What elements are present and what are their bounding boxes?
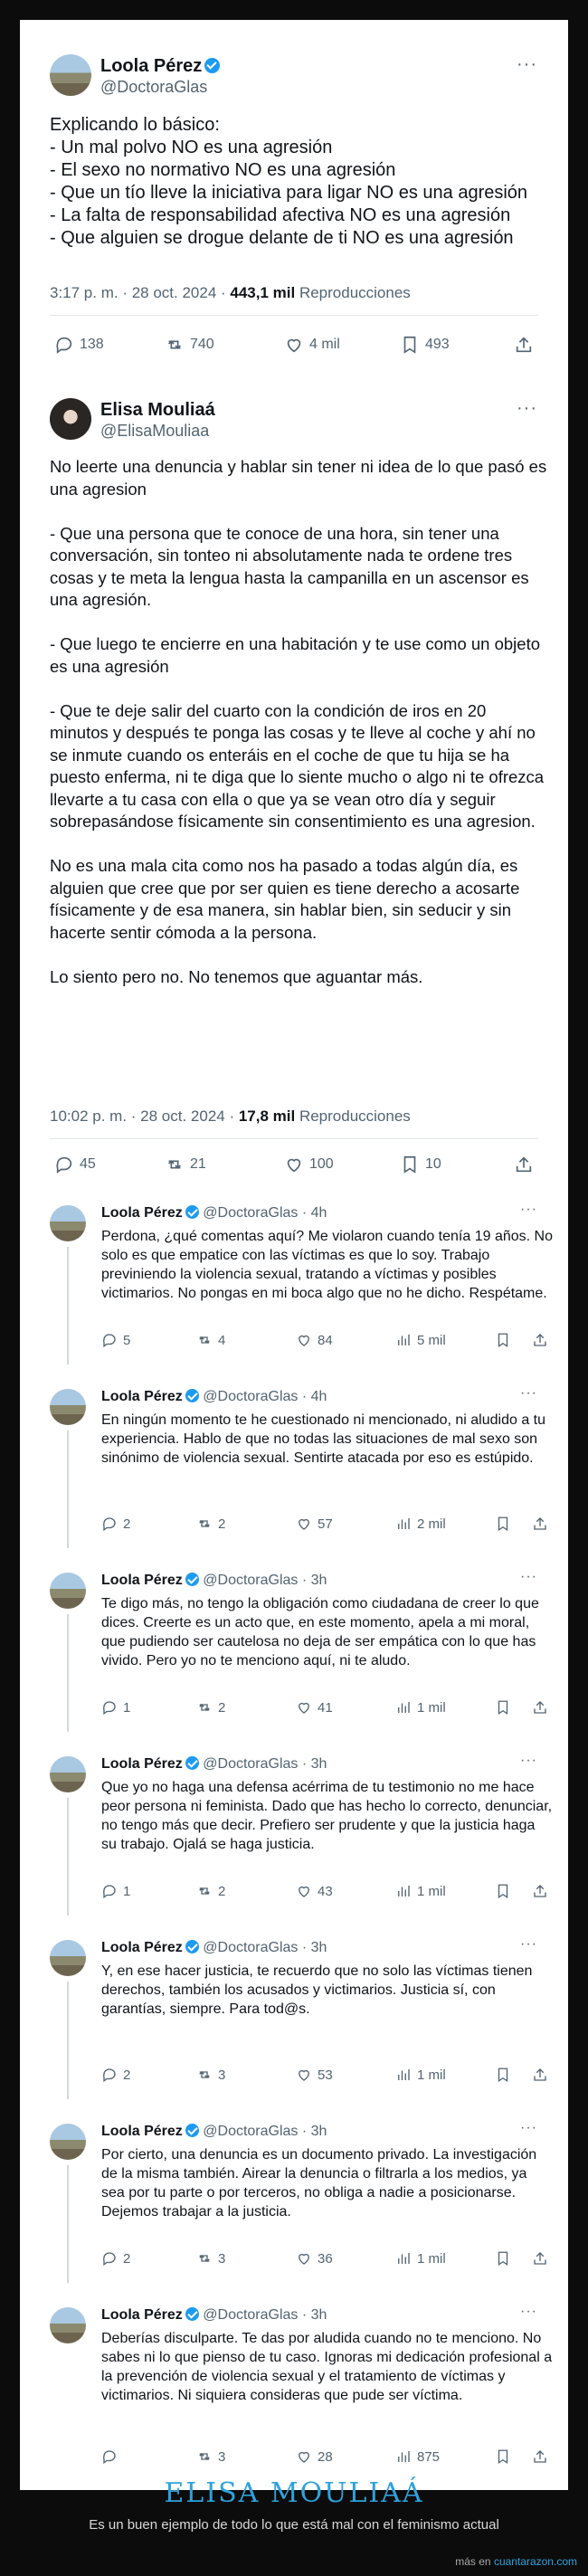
tweet-timestamp bbox=[50, 284, 411, 302]
reply-icon bbox=[101, 1516, 118, 1532]
verified-badge-icon bbox=[185, 1573, 199, 1586]
reply-header bbox=[101, 1573, 327, 1589]
heart-icon bbox=[296, 2250, 312, 2267]
analytics-icon bbox=[395, 1332, 412, 1348]
share-icon bbox=[532, 2448, 548, 2465]
retweet-button[interactable] bbox=[165, 335, 214, 355]
author-name[interactable]: Loola Pérez bbox=[101, 1756, 183, 1772]
like-button[interactable] bbox=[296, 1332, 333, 1348]
bookmark-button[interactable] bbox=[495, 1516, 511, 1532]
bookmark-icon bbox=[495, 2067, 511, 2083]
tweet-card-elisa bbox=[20, 373, 568, 1187]
tweet-time[interactable]: 10:02 p. m. · 28 oct. 2024 · bbox=[50, 1107, 239, 1125]
retweet-icon bbox=[196, 2448, 213, 2465]
verified-badge-icon bbox=[185, 1756, 199, 1770]
reply-header bbox=[101, 2124, 327, 2140]
share-icon bbox=[514, 1155, 534, 1174]
more-options-icon[interactable]: ··· bbox=[520, 1385, 537, 1401]
analytics-icon bbox=[395, 1699, 412, 1716]
heart-icon bbox=[284, 335, 304, 355]
tweet-text: No leerte una denuncia y hablar sin tener ni idea de lo que pasó es una agresion - Que una persona que te conoce de una hora, sin tener una conversación, sin tonteo ni absolutamente nada te ordene tres cosas y te meta la lengua hasta la campanilla en un ascensor es una agresión. - Que luego te encierre en una habitación y te use como un objeto es una agresión - Que te deje salir del cuarto con la condición de iros en 20 minutos y después te ponga las cosas y te lleve al coche y ahí no se inmute cuando os enteráis en el coche de que tu hija se ha puesto enferma, ni te diga que lo siente mucho o algo ni te ofrezca llevarte a tu casa con ella o que ya se vean otro día y seguir sobrepasándose físicamente sin consentimiento es una agresion. No es una mala cita como nos ha pasado a todas algún día, es alguien que cree que por ser quien es tiene derecho a acosarte físicamente y de esa manera, sin hablar bien, sin seducir y sin hacerte sentir cómoda a la persona. Lo siento pero no. No tenemos que aguantar más. bbox=[50, 457, 547, 986]
more-options-icon[interactable]: ··· bbox=[520, 1753, 537, 1768]
retweet-icon bbox=[196, 1516, 213, 1532]
heart-icon bbox=[296, 1699, 312, 1716]
share-icon bbox=[532, 2067, 548, 2083]
analytics-icon bbox=[395, 1883, 412, 1899]
view-count: 1 mil bbox=[417, 1699, 446, 1716]
reply-header bbox=[101, 1756, 327, 1773]
bookmark-button[interactable] bbox=[495, 1883, 511, 1899]
retweet-button[interactable] bbox=[165, 1155, 206, 1174]
share-button[interactable] bbox=[514, 1155, 534, 1174]
view-count: 17,8 mil bbox=[238, 1107, 296, 1125]
author-line bbox=[100, 400, 215, 421]
avatar[interactable] bbox=[50, 1940, 86, 1976]
reply-count: 2 bbox=[123, 1516, 131, 1532]
retweet-button[interactable] bbox=[196, 1332, 225, 1348]
bookmark-icon bbox=[400, 335, 420, 355]
bookmark-icon bbox=[495, 1883, 511, 1899]
reply-header bbox=[101, 1940, 327, 1956]
heart-icon bbox=[296, 1332, 312, 1348]
reply-actions bbox=[101, 2250, 554, 2272]
more-options-icon[interactable]: ··· bbox=[520, 2304, 537, 2319]
reply-text: Deberías disculparte. Te das por aludida cuando no te menciono. No sabes ni lo que pienso de tu caso. Ignoras mi dedicación profesional a la prevención de violencia sexual y el tratamiento de víctimas y victimarios. Ni siquiera consideras que pude ser víctima. bbox=[101, 2331, 553, 2403]
like-button[interactable] bbox=[284, 1155, 334, 1174]
author-handle-time[interactable]: @DoctoraGlas · 3h bbox=[203, 1573, 327, 1588]
like-button[interactable] bbox=[296, 2448, 333, 2465]
bookmark-button[interactable] bbox=[495, 1699, 511, 1716]
reply-icon bbox=[54, 335, 74, 355]
reply-button[interactable] bbox=[101, 2448, 123, 2465]
share-button[interactable] bbox=[532, 2250, 548, 2267]
like-count: 57 bbox=[318, 1516, 333, 1532]
share-button[interactable] bbox=[532, 2067, 548, 2083]
avatar[interactable] bbox=[50, 1389, 86, 1425]
author-handle-time[interactable]: @DoctoraGlas · 4h bbox=[203, 1205, 327, 1221]
reply-button[interactable] bbox=[54, 335, 104, 355]
retweet-count: 2 bbox=[218, 1699, 226, 1716]
reply-button[interactable] bbox=[101, 1699, 130, 1716]
verified-badge-icon bbox=[185, 1940, 199, 1953]
bookmark-count: 10 bbox=[425, 1156, 441, 1172]
heart-icon bbox=[296, 1516, 312, 1532]
author-name[interactable]: Loola Pérez bbox=[101, 1940, 183, 1955]
author-name[interactable]: Loola Pérez bbox=[101, 1389, 183, 1404]
reply-card[interactable] bbox=[20, 1554, 568, 1738]
author-handle[interactable]: @DoctoraGlas bbox=[100, 78, 208, 96]
like-count: 28 bbox=[318, 2448, 333, 2465]
author-name[interactable]: Loola Pérez bbox=[101, 2124, 183, 2139]
link-prefix: más en bbox=[455, 2555, 494, 2568]
thread-line bbox=[67, 1982, 69, 2099]
views-button[interactable] bbox=[395, 1332, 446, 1348]
more-options-icon[interactable]: ··· bbox=[517, 54, 537, 74]
reply-card[interactable] bbox=[20, 1371, 568, 1554]
reply-count: 2 bbox=[123, 2250, 131, 2267]
share-button[interactable] bbox=[532, 1516, 548, 1532]
reply-text: Perdona, ¿qué comentas aquí? Me violaron cuando tenía 19 años. No solo es que empatice con las víctimas es que lo soy. Trabajo previniendo la violencia sexual, tratando a víctimas y posibles victimarios. No pongas en mi boca algo que no he dicho. Respétame. bbox=[101, 1229, 553, 1301]
reply-text: En ningún momento te he cuestionado ni mencionado, ni aludido a tu experiencia. Hablo de que no todas las situaciones de mal sexo son sinónimo de violencia sexual. Sentirte atacada por eso es estúpido. bbox=[101, 1412, 546, 1466]
author-handle-time[interactable]: @DoctoraGlas · 3h bbox=[203, 1756, 327, 1772]
heart-icon bbox=[284, 1155, 304, 1174]
link-site[interactable]: cuantarazon.com bbox=[493, 2555, 577, 2568]
analytics-icon bbox=[395, 2250, 412, 2267]
retweet-icon bbox=[165, 335, 185, 355]
like-button[interactable] bbox=[296, 1516, 333, 1532]
thread-line bbox=[67, 1247, 69, 1364]
reply-text: Que yo no haga una defensa acérrima de tu testimonio no me hace peor persona ni feminista. Dado que has hecho lo correcto, denunciar, no tengo más que decir. Prefiero ser prudente y que la justicia haga su trabajo. Ojalá se haga justicia. bbox=[101, 1780, 553, 1852]
reply-count: 1 bbox=[123, 1883, 131, 1899]
bookmark-icon bbox=[495, 1332, 511, 1348]
views-button[interactable] bbox=[395, 2448, 440, 2465]
verified-badge-icon bbox=[185, 2124, 199, 2137]
retweet-count: 21 bbox=[190, 1156, 206, 1172]
like-button[interactable] bbox=[296, 2250, 333, 2267]
verified-badge-icon bbox=[204, 58, 220, 73]
bookmark-button[interactable] bbox=[400, 1155, 441, 1174]
author-name[interactable]: Elisa Mouliaá bbox=[100, 400, 215, 420]
heart-icon bbox=[296, 1883, 312, 1899]
like-button[interactable] bbox=[296, 1699, 333, 1716]
retweet-button[interactable] bbox=[196, 2067, 225, 2083]
analytics-icon bbox=[395, 2448, 412, 2465]
author-name[interactable]: Loola Pérez bbox=[101, 2307, 183, 2323]
views-label: Reproducciones bbox=[295, 1107, 411, 1125]
reply-actions bbox=[101, 2448, 554, 2470]
retweet-button[interactable] bbox=[196, 2448, 225, 2465]
reply-count: 5 bbox=[123, 1332, 131, 1348]
reply-text: Por cierto, una denuncia es un documento privado. La investigación de la misma también. Airear la denuncia o filtrarla a los medios, ya sea por tu parte o por terceros, no obliga a nadie a posicionarse. Dejemos trabajar a la justicia. bbox=[101, 2147, 537, 2220]
retweet-icon bbox=[196, 1883, 213, 1899]
view-count: 1 mil bbox=[417, 2067, 446, 2083]
views-label: Reproducciones bbox=[295, 284, 411, 301]
reply-card[interactable] bbox=[20, 1738, 568, 1922]
retweet-icon bbox=[165, 1155, 185, 1174]
verified-badge-icon bbox=[185, 2307, 199, 2321]
caption-title: ELISA MOULIAÁ bbox=[164, 2477, 424, 2509]
retweet-button[interactable] bbox=[196, 2250, 225, 2267]
retweet-count: 3 bbox=[218, 2067, 226, 2083]
view-count: 1 mil bbox=[417, 1883, 446, 1899]
retweet-count: 2 bbox=[218, 1516, 226, 1532]
view-count: 443,1 mil bbox=[230, 284, 296, 301]
reply-actions bbox=[101, 1883, 554, 1905]
thread-line bbox=[67, 2165, 69, 2283]
bookmark-icon bbox=[495, 2250, 511, 2267]
caption-subtitle: Es un buen ejemplo de todo lo que está mal con el feminismo actual bbox=[89, 2517, 499, 2533]
author-handle-time[interactable]: @DoctoraGlas · 3h bbox=[203, 2124, 327, 2139]
reply-card[interactable] bbox=[20, 2289, 568, 2490]
bookmark-button[interactable] bbox=[495, 2250, 511, 2267]
retweet-button[interactable] bbox=[196, 1516, 225, 1532]
reply-count: 2 bbox=[123, 2067, 131, 2083]
reply-text: Y, en ese hacer justicia, te recuerdo que no solo las víctimas tienen derechos, también los acusados y victimarios. Justicia sí, con garantías, siempre. Para tod@s. bbox=[101, 1963, 533, 2017]
reply-actions bbox=[101, 1332, 554, 1354]
reply-actions bbox=[101, 1699, 554, 1721]
author-line bbox=[100, 56, 220, 77]
reply-count: 1 bbox=[123, 1699, 131, 1716]
reply-card[interactable] bbox=[20, 1187, 568, 1371]
divider bbox=[50, 315, 538, 316]
avatar[interactable] bbox=[50, 54, 91, 96]
retweet-button[interactable] bbox=[196, 1699, 225, 1716]
reply-button[interactable] bbox=[101, 1332, 130, 1348]
view-count: 1 mil bbox=[417, 2250, 446, 2267]
share-icon bbox=[532, 2250, 548, 2267]
more-options-icon[interactable]: ··· bbox=[520, 1202, 537, 1217]
reply-actions bbox=[101, 1516, 554, 1537]
reply-icon bbox=[101, 2250, 118, 2267]
author-handle-time[interactable]: @DoctoraGlas · 3h bbox=[203, 2307, 327, 2323]
avatar[interactable] bbox=[50, 1573, 86, 1609]
more-options-icon[interactable]: ··· bbox=[520, 1569, 537, 1584]
author-name[interactable]: Loola Pérez bbox=[101, 1205, 183, 1221]
more-options-icon[interactable]: ··· bbox=[520, 1936, 537, 1952]
retweet-icon bbox=[196, 2250, 213, 2267]
retweet-button[interactable] bbox=[196, 1883, 225, 1899]
views-button[interactable] bbox=[395, 2067, 446, 2083]
views-button[interactable] bbox=[395, 2250, 446, 2267]
avatar[interactable] bbox=[50, 2124, 86, 2160]
share-icon bbox=[532, 1332, 548, 1348]
reply-button[interactable] bbox=[101, 2250, 130, 2267]
reply-icon bbox=[101, 1883, 118, 1899]
views-button[interactable] bbox=[395, 1699, 446, 1716]
reply-icon bbox=[101, 2448, 118, 2465]
like-button[interactable] bbox=[296, 1883, 333, 1899]
reply-button[interactable] bbox=[101, 2067, 130, 2083]
author-name[interactable]: Loola Pérez bbox=[100, 56, 203, 76]
bookmark-icon bbox=[495, 1699, 511, 1716]
share-icon bbox=[532, 1699, 548, 1716]
bookmark-count: 493 bbox=[425, 337, 450, 352]
reply-text: Te digo más, no tengo la obligación como ciudadana de creer lo que dices. Creerte es un acto que, en este momento, apela a mi moral, que pudiendo ser cautelosa no deja de ser empática con lo que has vivido. Pero yo no te menciono aquí, ni te aludo. bbox=[101, 1596, 539, 1668]
author-handle[interactable]: @ElisaMouliaa bbox=[100, 422, 210, 440]
retweet-count: 740 bbox=[190, 337, 214, 352]
thread-line bbox=[67, 1431, 69, 1548]
reply-card[interactable] bbox=[20, 2105, 568, 2289]
analytics-icon bbox=[395, 1516, 412, 1532]
bookmark-button[interactable] bbox=[495, 2448, 511, 2465]
share-icon bbox=[514, 335, 534, 355]
retweet-icon bbox=[196, 1699, 213, 1716]
more-options-icon[interactable]: ··· bbox=[520, 2120, 537, 2135]
like-count: 43 bbox=[318, 1883, 333, 1899]
like-button[interactable] bbox=[284, 335, 340, 355]
view-count: 2 mil bbox=[417, 1516, 446, 1532]
tweet-card-loola bbox=[20, 20, 568, 373]
reply-icon bbox=[101, 1699, 118, 1716]
bookmark-icon bbox=[400, 1155, 420, 1174]
avatar[interactable] bbox=[50, 1205, 86, 1241]
like-count: 53 bbox=[318, 2067, 333, 2083]
author-handle-time[interactable]: @DoctoraGlas · 3h bbox=[203, 1940, 327, 1955]
reply-header bbox=[101, 1205, 327, 1221]
bookmark-icon bbox=[495, 1516, 511, 1532]
reply-icon bbox=[101, 1332, 118, 1348]
retweet-icon bbox=[196, 2067, 213, 2083]
retweet-count: 4 bbox=[218, 1332, 226, 1348]
retweet-icon bbox=[196, 1332, 213, 1348]
reply-icon bbox=[101, 2067, 118, 2083]
tweet-timestamp bbox=[50, 1107, 411, 1126]
reply-button[interactable] bbox=[101, 1516, 130, 1532]
reply-count: 45 bbox=[80, 1156, 96, 1172]
thread-line bbox=[67, 1798, 69, 1915]
bookmark-button[interactable] bbox=[400, 335, 450, 355]
tweet-text: Explicando lo básico: - Un mal polvo NO es una agresión - El sexo no normativo NO es una agresión - Que un tío lleve la iniciativa para ligar NO es una agresión - La falta de responsabilidad afectiva NO es una agresión - Que alguien se drogue delante de ti NO es una agresión bbox=[50, 115, 528, 248]
thread-line bbox=[67, 1614, 69, 1732]
bookmark-button[interactable] bbox=[495, 2067, 511, 2083]
like-count: 84 bbox=[318, 1332, 333, 1348]
verified-badge-icon bbox=[185, 1205, 199, 1219]
author-name[interactable]: Loola Pérez bbox=[101, 1573, 183, 1588]
share-button[interactable] bbox=[532, 2448, 548, 2465]
like-button[interactable] bbox=[296, 2067, 333, 2083]
reply-actions bbox=[101, 2067, 554, 2088]
source-link[interactable] bbox=[455, 2555, 577, 2568]
avatar[interactable] bbox=[50, 398, 91, 440]
like-count: 41 bbox=[318, 1699, 333, 1716]
bookmark-icon bbox=[495, 2448, 511, 2465]
heart-icon bbox=[296, 2067, 312, 2083]
views-button[interactable] bbox=[395, 1883, 446, 1899]
author-handle-time[interactable]: @DoctoraGlas · 4h bbox=[203, 1389, 327, 1404]
avatar[interactable] bbox=[50, 2307, 86, 2343]
share-button[interactable] bbox=[532, 1883, 548, 1899]
view-count: 875 bbox=[417, 2448, 441, 2465]
retweet-count: 2 bbox=[218, 1883, 226, 1899]
avatar[interactable] bbox=[50, 1756, 86, 1792]
bookmark-button[interactable] bbox=[495, 1332, 511, 1348]
retweet-count: 3 bbox=[218, 2448, 226, 2465]
analytics-icon bbox=[395, 2067, 412, 2083]
like-count: 4 mil bbox=[309, 337, 340, 352]
verified-badge-icon bbox=[185, 1389, 199, 1402]
like-count: 36 bbox=[318, 2250, 333, 2267]
reply-header bbox=[101, 2307, 327, 2324]
share-icon bbox=[532, 1516, 548, 1532]
reply-card[interactable] bbox=[20, 1922, 568, 2105]
heart-icon bbox=[296, 2448, 312, 2465]
retweet-count: 3 bbox=[218, 2250, 226, 2267]
share-button[interactable] bbox=[532, 1332, 548, 1348]
reply-header bbox=[101, 1389, 327, 1405]
reply-button[interactable] bbox=[101, 1883, 130, 1899]
divider bbox=[50, 1138, 538, 1139]
views-button[interactable] bbox=[395, 1516, 446, 1532]
reply-icon bbox=[54, 1155, 74, 1174]
view-count: 5 mil bbox=[417, 1332, 446, 1348]
reply-button[interactable] bbox=[54, 1155, 96, 1174]
more-options-icon[interactable]: ··· bbox=[517, 398, 537, 418]
tweet-time[interactable]: 3:17 p. m. · 28 oct. 2024 · bbox=[50, 284, 231, 301]
share-button[interactable] bbox=[514, 335, 534, 355]
reply-count: 138 bbox=[80, 337, 104, 352]
share-icon bbox=[532, 1883, 548, 1899]
share-button[interactable] bbox=[532, 1699, 548, 1716]
like-count: 100 bbox=[309, 1156, 334, 1172]
